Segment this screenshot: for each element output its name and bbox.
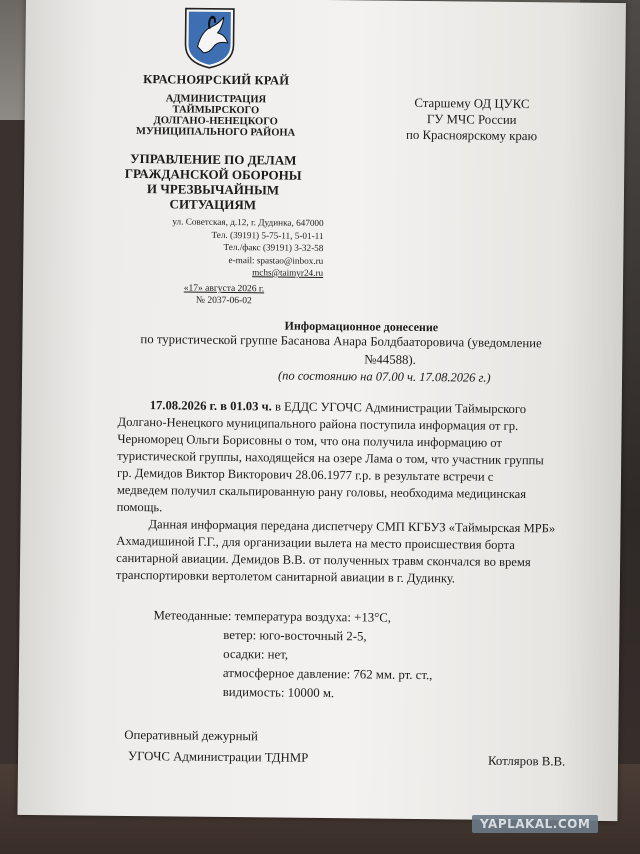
recipient-block <box>377 95 567 145</box>
document-subject-cont: №44588). <box>364 352 416 367</box>
document-number: № 2037-06-02 <box>195 295 252 307</box>
department-name <box>106 151 321 213</box>
document-title: Информационное донесение <box>284 318 439 335</box>
weather-line: осадки: нет, <box>223 646 289 662</box>
body-line: в ЕДДС УГОЧС Администрации Таймырского <box>271 399 527 417</box>
admin-line: ТАЙМЫРСКОГО <box>172 104 260 117</box>
body-line: помощь. <box>116 499 163 515</box>
weather-line: атмосферное давление: 762 мм. рт. ст., <box>222 665 433 683</box>
document-subject: по туристической группе Басанова Анара Болдбаaторовича (уведомление <box>140 332 542 351</box>
recipient-line: по Красноярскому краю <box>406 127 538 144</box>
coat-of-arms-icon <box>183 7 236 70</box>
body-line: санитарной авиации. Демидов В.В. от полученных травм скончался во время <box>116 550 531 570</box>
body-line: Долгано-Ненецкого муниципального района поступила информация от гр. <box>117 414 519 434</box>
department-line: ГРАЖДАНСКОЙ ОБОРОНЫ <box>124 165 302 183</box>
fax: Тел./факс (39191) 3-32-58 <box>223 241 324 253</box>
weather-line: ветер: юго-восточный 2-5, <box>223 627 367 644</box>
recipient-line: ГУ МЧС России <box>426 112 517 128</box>
body-line: туристической группы, находящейся на озере Лама о том, что участник группы <box>117 448 544 468</box>
paragraph-dispatch <box>116 516 617 589</box>
admin-line: ДОЛГАНО-НЕНЕЦКОГО <box>153 115 278 128</box>
email: e-mail: spastao@inbox.ru <box>228 254 324 266</box>
document-status-time: (по состоянию на 07.00 ч. 17.08.2026 г.) <box>277 368 491 385</box>
admin-line: АДМИНИСТРАЦИЯ <box>165 93 267 106</box>
department-line: И ЧРЕЗВЫЧАЙНЫМ <box>146 181 280 198</box>
duty-officer-title: Оперативный дежурный <box>124 727 258 744</box>
report-body <box>116 397 618 589</box>
document-date: «17» августа 2026 г. <box>183 283 265 295</box>
body-line: медведем получил скальпированную рану головы, необходима медицинская <box>116 482 527 502</box>
weather-line: Метеоданные: температура воздуха: +13°С, <box>153 608 392 625</box>
paragraph-incident <box>117 397 618 521</box>
body-line: Ахмадишиной Г.Г., для организации вылета на место происшествия борта <box>116 533 515 553</box>
address: ул. Советская, д.12, г. Дудинка, 647000 <box>172 216 324 228</box>
administration-name <box>121 93 311 139</box>
department-line: УПРАВЛЕНИЕ ПО ДЕЛАМ <box>130 150 297 168</box>
phone: Тел. (39191) 5-75-11, 5-01-11 <box>211 229 324 241</box>
department-line: СИТУАЦИЯМ <box>169 196 257 213</box>
admin-line: МУНИЦИПАЛЬНОГО РАЙОНА <box>136 126 296 139</box>
document-sheet <box>17 0 626 821</box>
body-line: транспортировки вертолетом санитарной авиации в г. Дудинку. <box>115 567 456 586</box>
duty-officer-org: УГОЧС Администрации ТДНМР <box>127 748 309 765</box>
recipient-line: Старшему ОД ЦУКС <box>414 95 530 112</box>
weather-data <box>153 606 433 704</box>
incident-datetime: 17.08.2026 г. в 01.03 ч. <box>149 398 272 414</box>
body-line: гр. Демидов Виктор Викторович 28.06.1977 г.р. в результате встречи с <box>116 465 494 484</box>
region-name: КРАСНОЯРСКИЙ КРАЙ <box>143 72 290 88</box>
email-secondary: mchs@taimyr24.ru <box>252 267 324 278</box>
contacts-block <box>123 215 324 280</box>
weather-line: видимость: 10000 м. <box>222 684 335 701</box>
site-watermark: YAPLAKAL.COM <box>472 815 598 833</box>
body-line: Черноморец Ольги Борисовны о том, что она получила информацию от <box>117 431 503 450</box>
body-line: Данная информация передана диспетчеру СМП КГБУЗ «Таймырская МРБ» <box>148 517 556 536</box>
signatory-name: Котляров В.В. <box>487 753 566 769</box>
document-date-block <box>169 282 279 307</box>
